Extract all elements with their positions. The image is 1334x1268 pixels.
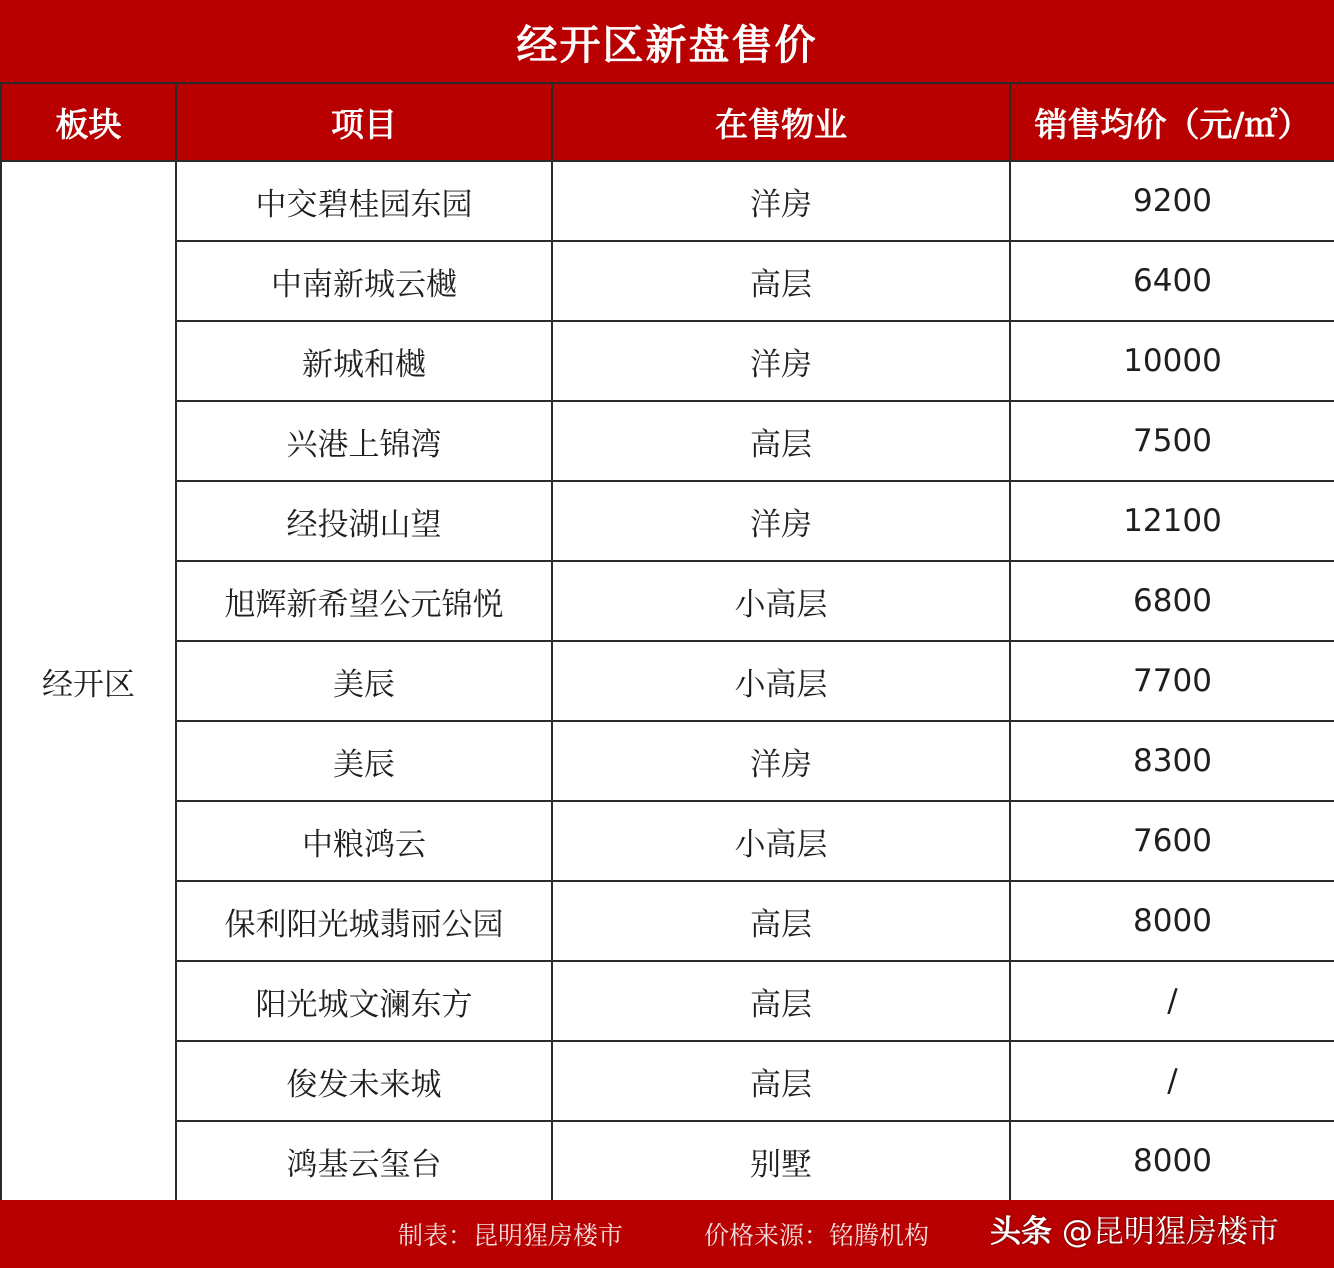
property-type-cell: 小高层 — [552, 561, 1010, 641]
table-row — [1, 1121, 1334, 1201]
property-type-cell: 高层 — [552, 1041, 1010, 1121]
property-type-cell: 高层 — [552, 961, 1010, 1041]
property-type-cell: 小高层 — [552, 801, 1010, 881]
project-cell: 鸿基云玺台 — [176, 1121, 552, 1201]
footer-bar — [0, 1200, 1334, 1268]
watermark — [990, 1206, 1279, 1251]
table-row — [1, 641, 1334, 721]
property-type-cell: 小高层 — [552, 641, 1010, 721]
table-body — [1, 161, 1334, 1201]
table-maker-credit: 制表：昆明猩房楼市 — [398, 1221, 624, 1250]
table-row — [1, 1041, 1334, 1121]
table-title: 经开区新盘售价 — [0, 0, 1334, 82]
table-row — [1, 881, 1334, 961]
property-type-cell: 洋房 — [552, 481, 1010, 561]
price-cell: 8300 — [1010, 721, 1334, 801]
watermark-handle: @昆明猩房楼市 — [1061, 1214, 1279, 1250]
price-cell: 10000 — [1010, 321, 1334, 401]
project-cell: 兴港上锦湾 — [176, 401, 552, 481]
table-row — [1, 961, 1334, 1041]
project-cell: 中粮鸿云 — [176, 801, 552, 881]
property-type-cell: 洋房 — [552, 321, 1010, 401]
header-row — [1, 83, 1334, 161]
price-cell: 8000 — [1010, 881, 1334, 961]
table-row — [1, 321, 1334, 401]
price-cell: / — [1010, 961, 1334, 1041]
project-cell: 中交碧桂园东园 — [176, 161, 552, 241]
property-type-cell: 别墅 — [552, 1121, 1010, 1201]
header-property-type: 在售物业 — [552, 83, 1010, 161]
table-row — [1, 401, 1334, 481]
table-row — [1, 241, 1334, 321]
header-district: 板块 — [1, 83, 176, 161]
table-row — [1, 161, 1334, 241]
table-row — [1, 561, 1334, 641]
price-table — [0, 82, 1334, 1202]
property-type-cell: 高层 — [552, 881, 1010, 961]
header-avg-price: 销售均价（元/㎡） — [1010, 83, 1334, 161]
project-cell: 经投湖山望 — [176, 481, 552, 561]
watermark-brand: 头条 — [990, 1214, 1052, 1250]
property-type-cell: 高层 — [552, 401, 1010, 481]
price-cell: 7500 — [1010, 401, 1334, 481]
project-cell: 中南新城云樾 — [176, 241, 552, 321]
price-cell: 7700 — [1010, 641, 1334, 721]
price-cell: 8000 — [1010, 1121, 1334, 1201]
price-cell: 9200 — [1010, 161, 1334, 241]
project-cell: 美辰 — [176, 721, 552, 801]
property-type-cell: 洋房 — [552, 721, 1010, 801]
project-cell: 美辰 — [176, 641, 552, 721]
price-cell: 7600 — [1010, 801, 1334, 881]
table-row — [1, 481, 1334, 561]
project-cell: 旭辉新希望公元锦悦 — [176, 561, 552, 641]
project-cell: 俊发未来城 — [176, 1041, 552, 1121]
header-project: 项目 — [176, 83, 552, 161]
price-cell: 6400 — [1010, 241, 1334, 321]
table-row — [1, 721, 1334, 801]
district-cell: 经开区 — [1, 161, 176, 1201]
property-type-cell: 高层 — [552, 241, 1010, 321]
project-cell: 阳光城文澜东方 — [176, 961, 552, 1041]
project-cell: 新城和樾 — [176, 321, 552, 401]
price-cell: / — [1010, 1041, 1334, 1121]
price-source-credit: 价格来源：铭腾机构 — [704, 1221, 930, 1250]
property-type-cell: 洋房 — [552, 161, 1010, 241]
price-cell: 6800 — [1010, 561, 1334, 641]
price-cell: 12100 — [1010, 481, 1334, 561]
table-row — [1, 801, 1334, 881]
project-cell: 保利阳光城翡丽公园 — [176, 881, 552, 961]
